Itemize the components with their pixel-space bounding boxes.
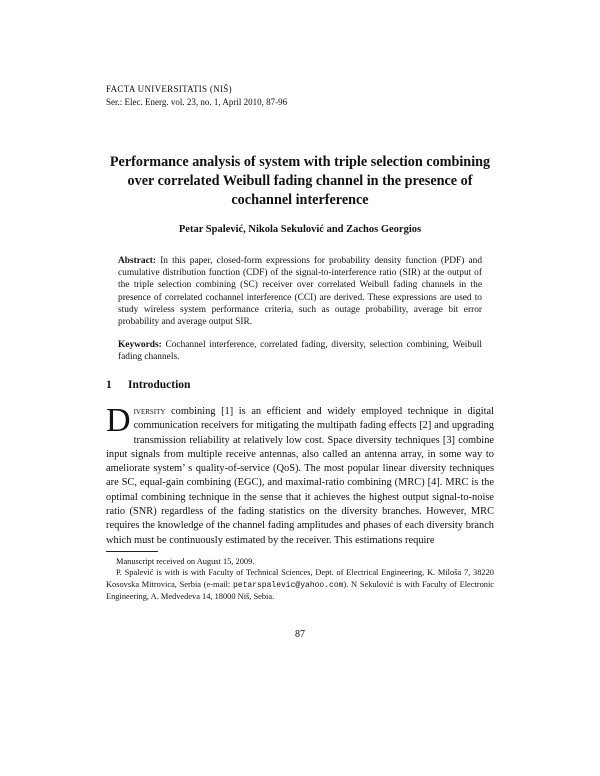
- keywords-label: Keywords:: [118, 340, 162, 350]
- section-heading: [106, 378, 190, 392]
- paper-authors: Petar Spalević, Nikola Sekulović and Zachos Georgios: [178, 224, 422, 235]
- section-title: Introduction: [128, 379, 191, 391]
- email-address: petarspalevic@yahoo.com: [233, 580, 344, 590]
- abstract: [118, 255, 482, 328]
- keywords-text: Cochannel interference, correlated fading, diversity, selection combining, Weibull fading channels.: [118, 340, 482, 363]
- footnote-received: Manuscript received on August 15, 2009.: [116, 557, 255, 566]
- series-text: Ser.: Elec. Energ. vol. 23, no. 1, April 2010, 87-96: [106, 97, 288, 107]
- journal-series: [106, 96, 287, 108]
- abstract-text: In this paper, closed-form expressions for probability density function (PDF) and cumulative distribution function (CDF) of the signal-to-interference ratio (SIR) at the output of the triple selection combining (SC) receiver over correlated Weibull fading channels in the presence of correlated cochannel interference (CCI) are derived. These expressions are used to study wireless system performance criteria, such as outage probability, average bit error probability and average output SIR.: [118, 256, 483, 328]
- affiliation-text-1: P. Spalević is with is with Faculty of Technical Sciences, Dept. of Electrical Engineering, K. Miloša 7, 38220 Kosovska Mitrovica, Serbia (e-mail:: [106, 568, 494, 589]
- page-number: 87: [295, 629, 305, 640]
- footnotes: [106, 556, 494, 603]
- footnote-rule: [106, 551, 158, 552]
- paper-title: Performance analysis of system with triple selection combining over correlated Weibull fading channel in the presence of cochannel interference: [109, 154, 491, 208]
- abstract-label: Abstract:: [118, 256, 157, 266]
- lead-smallcaps: iversity: [133, 407, 166, 417]
- body-paragraph: [106, 402, 494, 548]
- drop-cap: D: [106, 402, 131, 439]
- journal-name: FACTA UNIVERSITATIS (NIŠ): [106, 84, 232, 94]
- affiliation-text-2: ). N Sekulović is with Faculty of Electronic Engineering, A. Medvedeva 14, 18000 Niš, Sebia.: [106, 579, 494, 602]
- section-number: 1: [106, 379, 112, 391]
- keywords: [118, 339, 482, 363]
- body-text: combining [1] is an efficient and widely employed technique in digital communication receivers for mitigating the multipath fading effects [2] and upgrading transmission reliability at relatively low cost. Space diversity techniques [3] combine input signals from multiple receive antennas, also called an antenna array, in some way to ameliorate system’ s quality-of-service (QoS). The most popular linear diversity techniques are SC, equal-gain combining (EGC), and maximal-ratio combining (MRC) [4]. MRC is the optimal combining technique in the sense that it achieves the highest output signal-to-noise ratio (SNR) regardless of the fading statistics on the diversity branches. However, MRC requires the knowledge of the channel fading amplitudes and phases of each diversity branch which must be continuously estimated by the receiver. This estimations require: [106, 406, 494, 546]
- footnote-affiliation: [106, 567, 494, 602]
